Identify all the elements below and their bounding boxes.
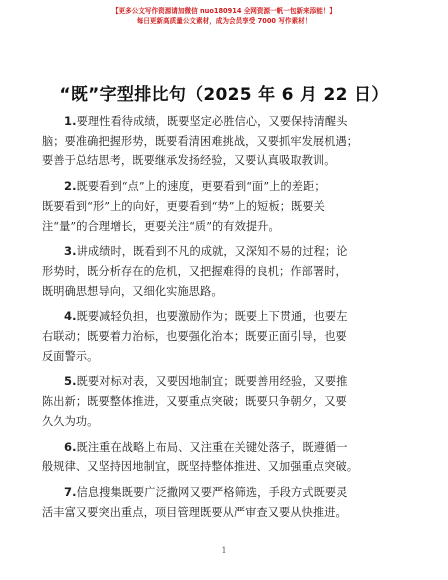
paragraph-number: 3.: [64, 244, 77, 259]
promo-banner: [40, 6, 408, 26]
paragraph-number: 5.: [64, 374, 77, 389]
paragraph-line: 要善于总结思考，既要继承发扬经验，又要认真吸取教训。: [42, 154, 336, 168]
paragraph-number: 2.: [64, 179, 77, 194]
paragraph-line: 形势时，既分析存在的危机，又把握难得的良机；作部署时，: [42, 264, 347, 278]
document-title: “既”字型排比句（2025 年 6 月 22 日）: [59, 85, 389, 105]
paragraph-text: 信息搜集既要广泛撒网又要严格筛选，手段方式既要灵: [76, 485, 348, 499]
paragraph-line: 活丰富又要突出重点，项目管理既要从严审查又要从快推进。: [42, 505, 347, 519]
paragraph-text: 既要看到“点”上的速度，更要看到“面”上的差距；: [76, 180, 326, 194]
promo-banner-line-2: 每日更新高质量公文素材，成为会员享受 7000 写作素材！: [136, 17, 312, 25]
document-body: [42, 112, 400, 528]
paragraph-line: [42, 177, 400, 197]
paragraph-text: 既要对标对表，又要因地制宜；既要善用经验，又要推: [76, 375, 348, 389]
paragraph-3: [42, 242, 400, 301]
paragraph-line: 既要看到“形”上的向好，更要看到“势”上的短板；既要关: [42, 199, 325, 213]
paragraph-line: [42, 372, 400, 392]
paragraph-line: 反面警示。: [42, 349, 99, 363]
paragraph-line: 右联动；既要着力治标，也要强化治本；既要正面引导，也要: [42, 330, 347, 344]
paragraph-text: 既要减轻负担，也要激励作为；既要上下贯通，也要左: [76, 310, 348, 324]
paragraph-number: 7.: [64, 484, 77, 499]
paragraph-line: 脑；要准确把握形势，既要看清困难挑战，又要抓牢发展机遇；: [42, 134, 359, 148]
paragraph-4: [42, 307, 400, 366]
paragraph-line: 陈出新；既要整体推进，又要重点突破；既要只争朝夕，又要: [42, 395, 347, 409]
paragraph-7: [42, 483, 400, 522]
paragraph-1: [42, 112, 400, 171]
paragraph-number: 1.: [64, 114, 77, 128]
paragraph-text: 既注重在战略上布局、又注重在关键处落子，既遵循一: [76, 440, 348, 454]
paragraph-number: 6.: [64, 439, 77, 454]
paragraph-line: [42, 112, 400, 132]
paragraph-text: 要理性看待成绩，既要坚定必胜信心，又要保持清醒头: [76, 115, 348, 128]
paragraph-6: [42, 438, 400, 477]
paragraph-line: [42, 307, 400, 327]
paragraph-line: [42, 438, 400, 458]
paragraph-line: 般规律、又坚持因地制宜，既坚持整体推进、又加强重点突破。: [42, 460, 359, 474]
paragraph-line: [42, 483, 400, 503]
paragraph-line: 既明确思想导向，又细化实施思路。: [42, 284, 223, 298]
page-number: 1: [221, 546, 227, 555]
promo-banner-line-1: 【更多公文写作资源请加微信 nuo180914 全网资源一帆一包新来添能！】: [111, 7, 337, 15]
paragraph-number: 4.: [64, 309, 77, 324]
paragraph-line: 久久为功。: [42, 414, 99, 428]
paragraph-text: 讲成绩时，既看到不凡的成就，又深知不易的过程；论: [76, 245, 348, 259]
paragraph-2: [42, 177, 400, 236]
paragraph-line: [42, 242, 400, 262]
paragraph-5: [42, 372, 400, 431]
paragraph-line: 注“量”的合理增长，更要关注“质”的有效提升。: [42, 219, 280, 233]
